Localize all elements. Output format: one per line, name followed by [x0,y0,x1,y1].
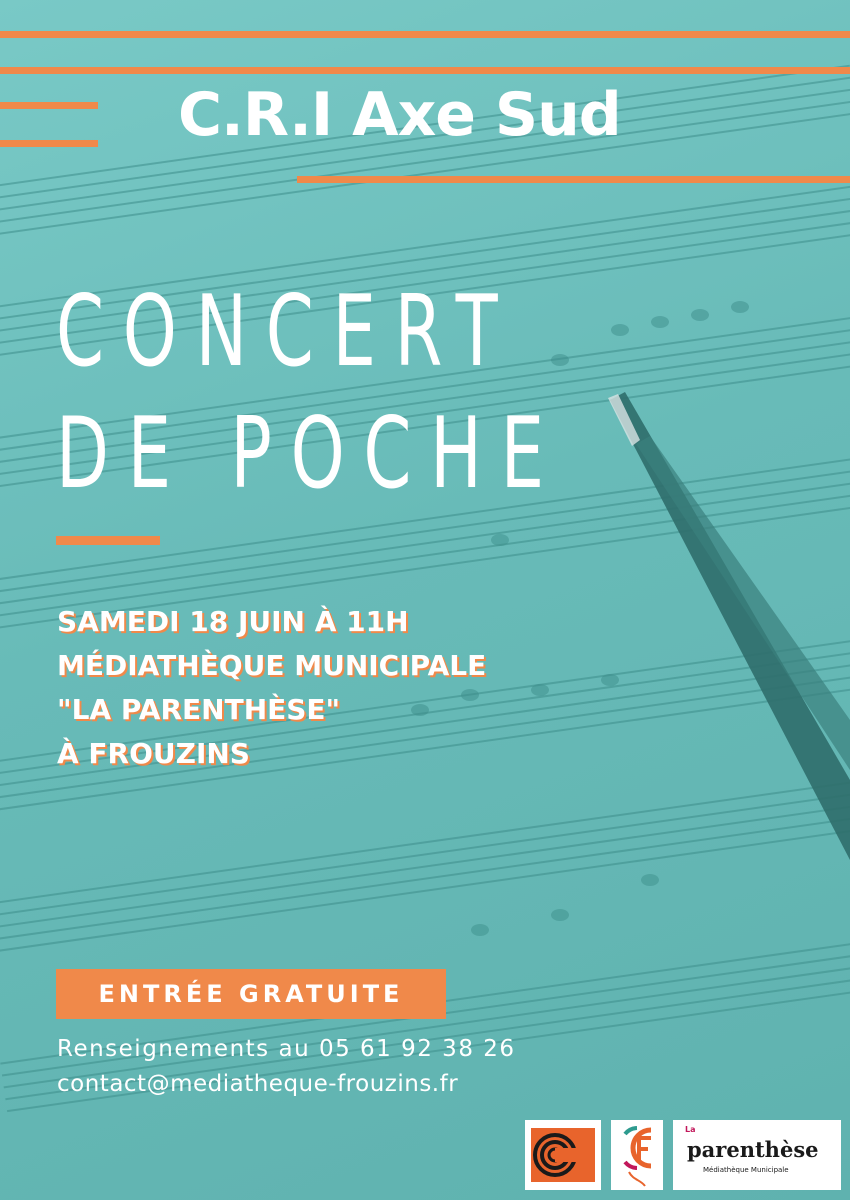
logo-parenthese-subtitle: Médiathèque Municipale [703,1166,789,1174]
logo-la-text: La [685,1125,696,1134]
free-entry-badge: ENTRÉE GRATUITE [56,969,446,1019]
decor-stripe [0,31,850,38]
title-divider [56,536,160,545]
decor-stripe [0,140,98,147]
la-parenthese-logo [673,1120,841,1190]
contact-phone: Renseignements au 05 61 92 38 26 [57,1036,516,1062]
cri-axe-sud-logo [525,1120,601,1190]
decor-stripe [297,176,850,183]
event-venue: MÉDIATHÈQUE MUNICIPALE [57,649,487,682]
event-title-line2: DE POCHE [56,397,563,511]
event-venue-name: "LA PARENTHÈSE" [57,693,341,726]
event-date: SAMEDI 18 JUIN À 11H [57,605,409,638]
frouzins-logo [611,1120,663,1190]
organizer-title: C.R.I Axe Sud [178,80,621,150]
contact-email: contact@mediatheque-frouzins.fr [57,1071,459,1097]
event-details [57,600,486,776]
pen-illustration [608,392,850,860]
event-city: À FROUZINS [57,737,250,770]
decor-stripe [0,67,850,74]
event-title-line1: CONCERT [56,275,517,389]
decor-stripe [0,102,98,109]
logo-parenthese-word: parenthèse [687,1137,819,1162]
